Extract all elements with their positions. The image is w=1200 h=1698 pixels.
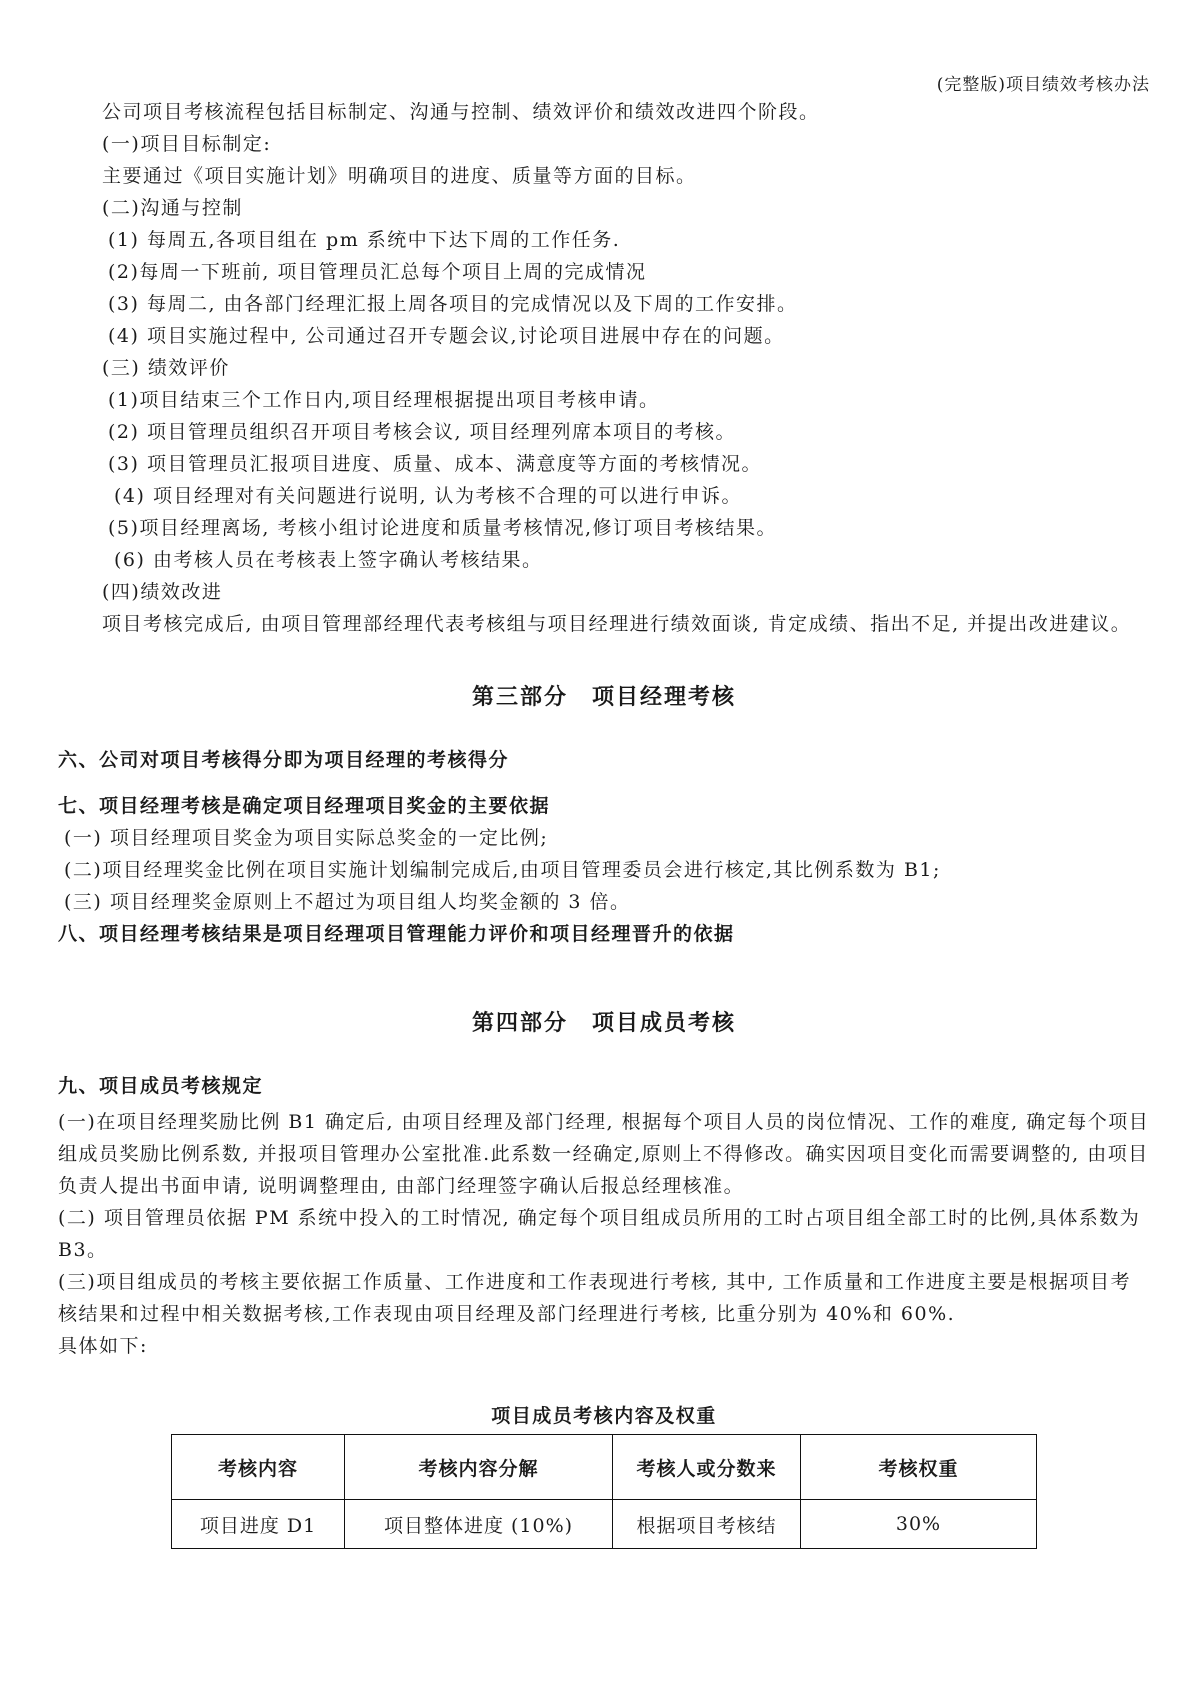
list-item: (3) 项目管理员汇报项目进度、质量、成本、满意度等方面的考核情况。 <box>108 453 762 475</box>
section-evaluation-title: (三) 绩效评价 <box>102 357 230 379</box>
table-header-cell: 考核人或分数来 <box>613 1435 801 1500</box>
intro-lead: 公司项目考核流程包括目标制定、沟通与控制、绩效评价和绩效改进四个阶段。 <box>102 101 820 123</box>
document-body <box>58 96 1150 1549</box>
section-nine-heading: 九、项目成员考核规定 <box>58 1075 264 1097</box>
section-target-setting-body: 主要通过《项目实施计划》明确项目的进度、质量等方面的目标。 <box>102 165 697 187</box>
list-item: (4) 项目实施过程中, 公司通过召开专题会议,讨论项目进展中存在的问题。 <box>108 325 785 347</box>
section-improvement-body: 项目考核完成后, 由项目管理部经理代表考核组与项目经理进行绩效面谈, 肯定成绩、指出不足, 并提出改进建议。 <box>102 613 1132 635</box>
list-item: (6) 由考核人员在考核表上签字确认考核结果。 <box>114 549 543 571</box>
list-item: (三) 项目经理奖金原则上不超过为项目组人均奖金额的 3 倍。 <box>64 891 631 913</box>
table-header-cell: 考核内容分解 <box>345 1435 613 1500</box>
rule-paragraph-3: (三)项目组成员的考核主要依据工作质量、工作进度和工作表现进行考核, 其中, 工作质量和工作进度主要是根据项目考核结果和过程中相关数据考核,工作表现由项目经理及部门经理进行考核, 比重分别为 40%和 60%. <box>58 1271 1131 1325</box>
list-item: (4) 项目经理对有关问题进行说明, 认为考核不合理的可以进行申诉。 <box>114 485 743 507</box>
part-three-title: 第三部分 项目经理考核 <box>471 684 736 710</box>
list-item: (5)项目经理离场, 考核小组讨论进度和质量考核情况,修订项目考核结果。 <box>108 517 778 539</box>
section-six-heading: 六、公司对项目考核得分即为项目经理的考核得分 <box>58 749 510 771</box>
part-four-title: 第四部分 项目成员考核 <box>471 1010 736 1036</box>
list-item: (1)项目结束三个工作日内,项目经理根据提出项目考核申请。 <box>108 389 660 411</box>
table-caption: 项目成员考核内容及权重 <box>491 1405 717 1427</box>
table-header-row <box>172 1435 1037 1500</box>
table-cell: 项目整体进度 (10%) <box>345 1500 613 1549</box>
rule-paragraph-1: (一)在项目经理奖励比例 B1 确定后, 由项目经理及部门经理, 根据每个项目人员的岗位情况、工作的难度, 确定每个项目组成员奖励比例系数, 并报项目管理办公室批准.此系数一经确定,原则上不得修改。确实因项目变化而需要调整的, 由项目负责人提出书面申请, 说明调整理由, 由部门经理签字确认后报总经理核准。 <box>58 1111 1150 1197</box>
table-header-cell: 考核权重 <box>801 1435 1037 1500</box>
table-row <box>172 1500 1037 1549</box>
list-item: (二)项目经理奖金比例在项目实施计划编制完成后,由项目管理委员会进行核定,其比例系数为 B1; <box>64 859 941 881</box>
table-cell: 根据项目考核结 <box>613 1500 801 1549</box>
list-item: (1) 每周五,各项目组在 pm 系统中下达下周的工作任务. <box>108 229 621 251</box>
table-header-cell: 考核内容 <box>172 1435 345 1500</box>
section-communication-title: (二)沟通与控制 <box>102 197 243 219</box>
list-item: (一) 项目经理项目奖金为项目实际总奖金的一定比例; <box>64 827 549 849</box>
list-item: (3) 每周二, 由各部门经理汇报上周各项目的完成情况以及下周的工作安排。 <box>108 293 798 315</box>
section-seven-heading: 七、项目经理考核是确定项目经理项目奖金的主要依据 <box>58 795 551 817</box>
rule-paragraph-4: 具体如下: <box>58 1335 148 1357</box>
section-target-setting-title: (一)项目目标制定: <box>102 133 272 155</box>
section-improvement-title: (四)绩效改进 <box>102 581 223 603</box>
rule-paragraph-2: (二) 项目管理员依据 PM 系统中投入的工时情况, 确定每个项目组成员所用的工时占项目组全部工时的比例,具体系数为 B3。 <box>58 1207 1141 1261</box>
list-item: (2)每周一下班前, 项目管理员汇总每个项目上周的完成情况 <box>108 261 647 283</box>
running-header: (完整版)项目绩效考核办法 <box>936 75 1150 95</box>
table-cell: 项目进度 D1 <box>172 1500 345 1549</box>
table-cell: 30% <box>801 1500 1037 1549</box>
section-eight-heading: 八、项目经理考核结果是项目经理项目管理能力评价和项目经理晋升的依据 <box>58 923 735 945</box>
list-item: (2) 项目管理员组织召开项目考核会议, 项目经理列席本项目的考核。 <box>108 421 737 443</box>
assessment-table <box>171 1434 1037 1549</box>
